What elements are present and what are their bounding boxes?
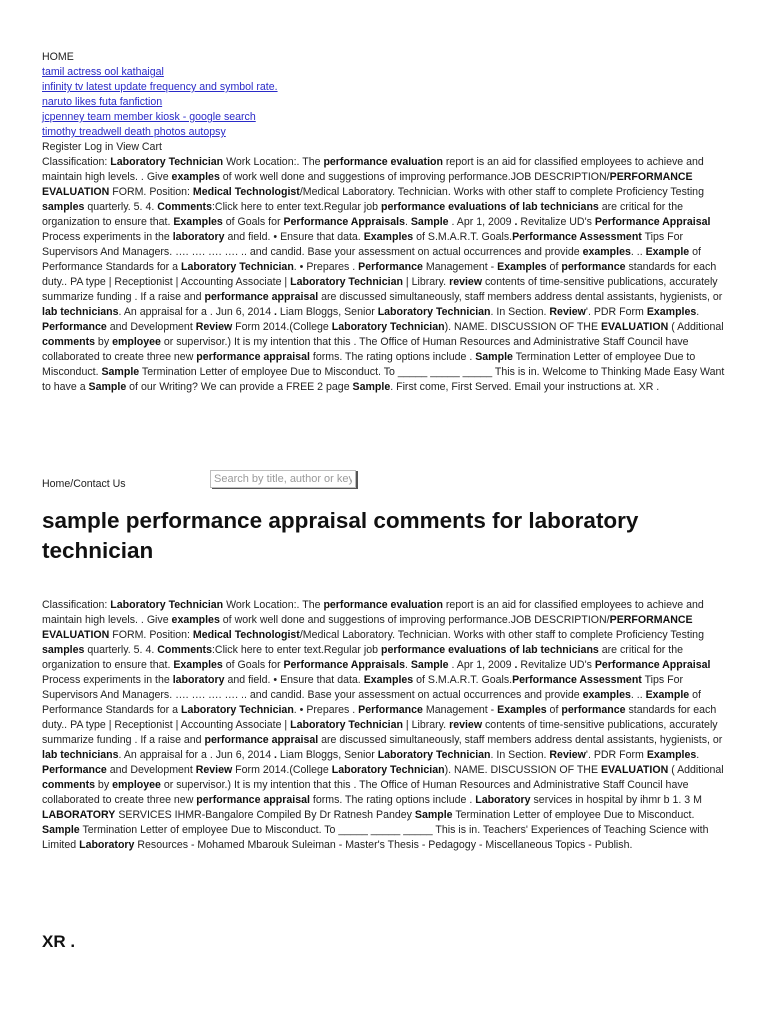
keyword: performance appraisal [196, 351, 310, 363]
text-run: Liam Bloggs, Senior [276, 749, 378, 761]
top-nav [42, 50, 732, 155]
keyword: performance appraisal [196, 794, 310, 806]
keyword: Examples [173, 216, 223, 228]
keyword: Laboratory Technician [110, 156, 224, 168]
keyword: Sample [475, 351, 513, 363]
text-run: forms. The rating options include . [309, 351, 476, 363]
intro-paragraph [42, 155, 732, 395]
text-run: Tips For Supervisors And Managers. …. …. …. …. .. and candid. Base your assessment on actual occurrences and provide [42, 674, 684, 701]
keyword: Medical Technologist [192, 629, 300, 641]
keyword: Review [549, 306, 586, 318]
keyword: Examples [646, 306, 697, 318]
keyword: Sample [42, 824, 80, 836]
text-run: . • Prepares . [293, 261, 359, 273]
text-run: contents of time-sensitive publications, accurately summarize funding . If a raise and [42, 276, 718, 303]
keyword: Medical Technologist [192, 186, 300, 198]
account-links[interactable]: Register Log in View Cart [42, 141, 162, 153]
text-run: Termination Letter of employee Due to Misconduct. [42, 351, 696, 378]
text-run: Work Location:. The [223, 599, 324, 611]
keyword: Examples [363, 674, 414, 686]
keyword: review [449, 276, 483, 288]
text-run: . An appraisal for a . Jun 6, 2014 [118, 306, 275, 318]
text-run: by [94, 336, 113, 348]
text-run: . [696, 306, 700, 318]
keyword: Review [195, 764, 233, 776]
text-run: FORM. Position: [109, 186, 193, 198]
text-run: Liam Bloggs, Senior [276, 306, 378, 318]
keyword: Performance Assessment [512, 674, 642, 686]
keyword: Sample [88, 381, 127, 393]
page-title: sample performance appraisal comments for laboratory technician [42, 508, 639, 563]
text-run: :Click here to enter text.Regular job [211, 644, 381, 656]
keyword: Laboratory Technician [377, 306, 491, 318]
text-run: Resources - Mohamed Mbarouk Suleiman - Master's Thesis - Pedagogy - Miscellaneous Topics - Publish. [134, 839, 633, 851]
text-run: Termination Letter of employee Due to Misconduct. [452, 809, 695, 821]
keyword: EVALUATION [600, 321, 669, 333]
keyword: . [514, 659, 518, 671]
keyword: examples [171, 171, 220, 183]
keyword: examples [582, 689, 631, 701]
related-link-4[interactable]: jcpenney team member kiosk - google search [42, 111, 256, 123]
text-run: Management - [422, 704, 498, 716]
text-run: of Performance Standards for a [42, 689, 701, 716]
related-link-5[interactable]: timothy treadwell death photos autopsy [42, 126, 226, 138]
text-run: SERVICES IHMR-Bangalore Compiled By Dr Ratnesh Pandey [115, 809, 415, 821]
keyword: samples [42, 644, 85, 656]
keyword: . [514, 216, 518, 228]
keyword: Performance Appraisal [594, 659, 711, 671]
text-run: Form 2014.(College [232, 321, 332, 333]
keyword: Example [645, 246, 690, 258]
text-run: of [546, 704, 562, 716]
keyword: Sample [101, 366, 140, 378]
keyword: Laboratory Technician [290, 719, 403, 731]
text-run: of Goals for [222, 659, 284, 671]
text-run: Termination Letter of employee Due to Misconduct. To _____ _____ _____ This is in. Teachers' Experiences of Teaching Science with Limited [42, 824, 709, 851]
text-run: . In Section. [490, 306, 550, 318]
keyword: Laboratory Technician [290, 276, 403, 288]
text-run: . Apr 1, 2009 [448, 659, 515, 671]
keyword: Performance [42, 764, 107, 776]
text-run: . [404, 216, 411, 228]
keyword: PERFORMANCE EVALUATION [42, 614, 693, 641]
keyword: Laboratory [79, 839, 135, 851]
text-run: Process experiments in the [42, 674, 173, 686]
keyword: laboratory [172, 231, 225, 243]
keyword: Performance [358, 261, 423, 273]
keyword: examples [582, 246, 631, 258]
keyword: performance evaluations of lab technicians [380, 644, 599, 656]
text-run: /Medical Laboratory. Technician. Works with other staff to complete Proficiency Testing [299, 629, 704, 641]
keyword: Laboratory [475, 794, 531, 806]
keyword: lab technicians [42, 749, 119, 761]
related-link-2[interactable]: infinity tv latest update frequency and symbol rate. [42, 81, 278, 93]
text-run: ). NAME. DISCUSSION OF THE [444, 321, 601, 333]
text-run: . .. [630, 689, 646, 701]
keyword: performance evaluation [323, 599, 443, 611]
keyword: review [449, 719, 483, 731]
text-run: | Library. [402, 719, 450, 731]
text-run: '. PDR Form [585, 749, 647, 761]
text-run: Form 2014.(College [232, 764, 332, 776]
keyword: Performance [358, 704, 423, 716]
keyword: Sample [414, 809, 453, 821]
keyword: performance [561, 704, 626, 716]
text-run: . Apr 1, 2009 [448, 216, 515, 228]
text-run: standards for each duty.. PA type | Receptionist | Accounting Associate | [42, 261, 717, 288]
keyword: Sample [352, 381, 391, 393]
text-run: Work Location:. The [223, 156, 324, 168]
keyword: lab technicians [42, 306, 119, 318]
keyword: performance evaluations of lab technicians [380, 201, 599, 213]
keyword: Examples [646, 749, 697, 761]
text-run: and Development [106, 321, 196, 333]
keyword: Performance Assessment [512, 231, 642, 243]
keyword: Example [645, 689, 690, 701]
text-run: Revitalize UD's [517, 659, 595, 671]
keyword: Comments [157, 644, 212, 656]
keyword: comments [42, 779, 95, 791]
main-content [42, 598, 732, 853]
keyword: Sample [410, 216, 449, 228]
text-run: and field. • Ensure that data. [224, 231, 364, 243]
text-run: . [404, 659, 411, 671]
text-run: quarterly. 5. 4. [84, 201, 158, 213]
text-run: . In Section. [490, 749, 550, 761]
keyword: performance appraisal [204, 734, 319, 746]
keyword: Performance [42, 321, 107, 333]
keyword: Comments [157, 201, 212, 213]
keyword: Examples [497, 704, 547, 716]
text-run: standards for each duty.. PA type | Receptionist | Accounting Associate | [42, 704, 717, 731]
keyword: laboratory [172, 674, 225, 686]
keyword: Sample [410, 659, 449, 671]
keyword: Laboratory Technician [180, 704, 294, 716]
text-run: services in hospital by ihmr b 1. 3 M [530, 794, 702, 806]
text-run: | Library. [402, 276, 450, 288]
keyword: Performance Appraisal [594, 216, 711, 228]
text-run: of S.M.A.R.T. Goals. [413, 231, 513, 243]
text-run: . .. [630, 246, 646, 258]
text-run: and Development [106, 764, 196, 776]
search-input[interactable] [210, 470, 356, 488]
text-run: Process experiments in the [42, 231, 173, 243]
text-run: . First come, First Served. Email your instructions at. XR . [390, 381, 660, 393]
keyword: examples [171, 614, 220, 626]
keyword: Laboratory Technician [377, 749, 491, 761]
text-run: . An appraisal for a . Jun 6, 2014 [118, 749, 275, 761]
keyword: EVALUATION [600, 764, 669, 776]
text-run: Classification: [42, 599, 111, 611]
keyword: employee [112, 779, 161, 791]
text-run: or supervisor.) It is my intention that this . The Office of Human Resources and Administrative Staff Council have collaborated to create three new [42, 779, 689, 806]
keyword: employee [112, 336, 161, 348]
keyword: Laboratory Technician [331, 764, 445, 776]
text-run: Management - [422, 261, 498, 273]
text-run: /Medical Laboratory. Technician. Works with other staff to complete Proficiency Testing [299, 186, 704, 198]
text-run: FORM. Position: [109, 629, 193, 641]
keyword: PERFORMANCE EVALUATION [42, 171, 693, 198]
text-run: forms. The rating options include . [309, 794, 476, 806]
text-run: Tips For Supervisors And Managers. …. …. …. …. .. and candid. Base your assessment on actual occurrences and provide [42, 231, 684, 258]
text-run: :Click here to enter text.Regular job [211, 201, 381, 213]
footer-title: XR . [42, 932, 76, 951]
text-run: report is an aid for classified employees to achieve and maintain high levels. . Give [42, 599, 704, 626]
keyword: performance appraisal [204, 291, 319, 303]
keyword: Performance Appraisals [283, 659, 405, 671]
keyword: performance [561, 261, 626, 273]
text-run: are critical for the organization to ensure that. [42, 201, 684, 228]
text-run: contents of time-sensitive publications, accurately summarize funding . If a raise and [42, 719, 718, 746]
text-run: of [546, 261, 562, 273]
text-run: of work well done and suggestions of improving performance.JOB DESCRIPTION/ [219, 171, 610, 183]
keyword: Examples [497, 261, 547, 273]
search-row [42, 470, 732, 494]
text-run: ). NAME. DISCUSSION OF THE [444, 764, 601, 776]
keyword: Laboratory Technician [110, 599, 224, 611]
text-run: . • Prepares . [293, 704, 359, 716]
keyword: . [274, 749, 277, 761]
text-run: of work well done and suggestions of improving performance.JOB DESCRIPTION/ [219, 614, 610, 626]
main-paragraph [42, 598, 732, 853]
text-run: and field. • Ensure that data. [224, 674, 364, 686]
keyword: comments [42, 336, 95, 348]
text-run: are discussed simultaneously, staff members address dental assistants, hygienists, or [318, 291, 723, 303]
text-run: of S.M.A.R.T. Goals. [413, 674, 513, 686]
keyword: LABORATORY [42, 809, 116, 821]
home-contact-link[interactable]: Home/Contact Us [42, 478, 126, 490]
keyword: . [274, 306, 277, 318]
text-run: are critical for the organization to ensure that. [42, 644, 684, 671]
keyword: Review [195, 321, 233, 333]
keyword: performance evaluation [323, 156, 443, 168]
text-run: '. PDR Form [585, 306, 647, 318]
keyword: Laboratory Technician [180, 261, 294, 273]
text-run: are discussed simultaneously, staff members address dental assistants, hygienists, or [318, 734, 723, 746]
home-label: HOME [42, 51, 74, 63]
keyword: samples [42, 201, 85, 213]
text-run: of Goals for [222, 216, 284, 228]
text-run: of Performance Standards for a [42, 246, 701, 273]
text-run: report is an aid for classified employees to achieve and maintain high levels. . Give [42, 156, 704, 183]
text-run: Revitalize UD's [517, 216, 595, 228]
keyword: Review [549, 749, 586, 761]
keyword: Laboratory Technician [331, 321, 445, 333]
related-link-3[interactable]: naruto likes futa fanfiction [42, 96, 163, 108]
text-run: Termination Letter of employee Due to Misconduct. To _____ _____ _____ This is in. Welcome to Thinking Made Easy Want to have a [42, 366, 725, 393]
top-section [42, 50, 732, 395]
text-run: quarterly. 5. 4. [84, 644, 158, 656]
text-run: or supervisor.) It is my intention that this . The Office of Human Resources and Administrative Staff Council have collaborated to create three new [42, 336, 689, 363]
keyword: Performance Appraisals [283, 216, 405, 228]
keyword: Examples [363, 231, 414, 243]
text-run: of our Writing? We can provide a FREE 2 page [126, 381, 353, 393]
text-run: by [94, 779, 113, 791]
keyword: Examples [173, 659, 223, 671]
text-run: . [696, 749, 700, 761]
text-run: Classification: [42, 156, 111, 168]
text-run: ( Additional [668, 764, 724, 776]
related-link-1[interactable]: tamil actress ool kathaigal [42, 66, 164, 78]
text-run: ( Additional [668, 321, 724, 333]
